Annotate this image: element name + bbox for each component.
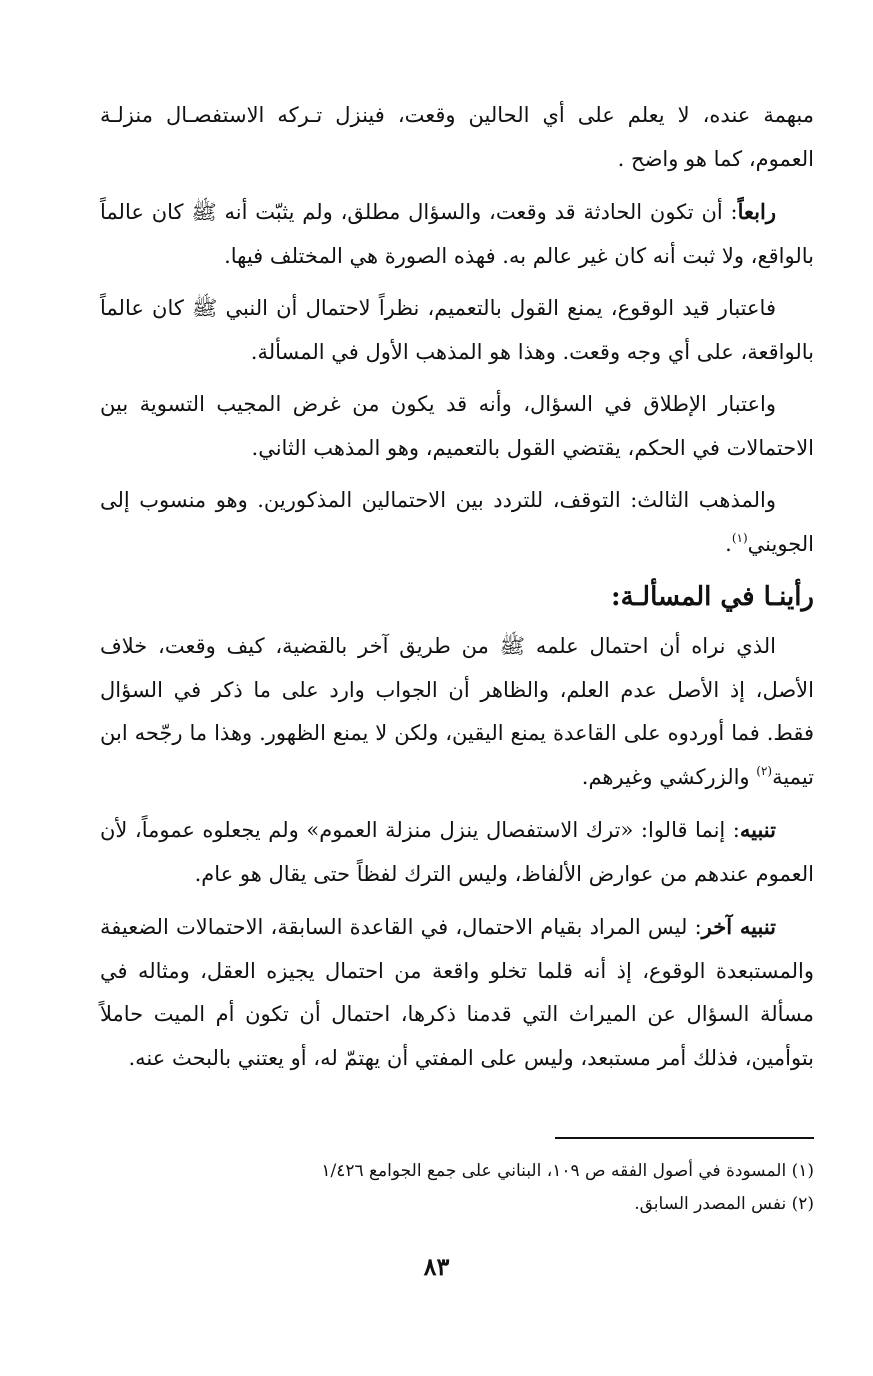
- section-heading: رأينـا في المسألـة:: [611, 582, 814, 612]
- paragraph-fourth-case: [100, 190, 814, 278]
- footnote-2: (٢) نفس المصدر السابق.: [634, 1194, 814, 1214]
- footnote-marker-2: (٢): [756, 763, 773, 778]
- main-text: [100, 94, 814, 1089]
- page-number: ٨٣: [423, 1252, 450, 1281]
- paragraph-note-2: [100, 905, 814, 1080]
- paragraph-text: : إنما قالوا: «ترك الاستفصال ينزل منزلة العموم» ولم يجعلوه عموماً، لأن العموم عندهم من عوارض الألفاظ، وليس الترك لفظاً حتى يقال هو عام.: [100, 818, 814, 886]
- paragraph-note-1: [100, 808, 814, 896]
- paragraph-text: مبهمة عنده، لا يعلم على أي الحالين وقعت، فينزل تـركه الاستفصـال منزلـة العموم، كما هو واضح .: [100, 103, 814, 171]
- paragraph-lead: تنبيه: [739, 817, 776, 842]
- paragraph-lead: تنبيه آخر: [701, 914, 777, 939]
- paragraph-tail: والزركشي وغيرهم.: [581, 764, 757, 789]
- paragraph-second-opinion: [100, 383, 814, 470]
- paragraph-third-opinion: [100, 479, 814, 566]
- paragraph-text: الذي نراه أن احتمال علمه ﷺ من طريق آخر بالقضية، كيف وقعت، خلاف الأصل، إذ الأصل عدم العلم، والظاهر أن الجواب وارد على ما ذكر في السؤال فقط. فما أوردوه على القاعدة يمنع اليقين، ولكن لا يمنع الظهور. وهذا ما رجّحه ابن تيمية: [100, 634, 814, 789]
- paragraph-lead: رابعاً: [737, 199, 776, 224]
- paragraph-1: [100, 94, 814, 181]
- paragraph-text: واعتبار الإطلاق في السؤال، وأنه قد يكون من غرض المجيب التسوية بين الاحتمالات في الحكم، يقتضي القول بالتعميم، وهو المذهب الثاني.: [100, 392, 814, 460]
- footnote-divider: [555, 1137, 814, 1139]
- paragraph-text: : أن تكون الحادثة قد وقعت، والسؤال مطلق، ولم يثبّت أنه ﷺ كان عالماً بالواقع، ولا ثبت أنه كان غير عالم به. فهذه الصورة هي المختلف فيها.: [100, 200, 814, 268]
- paragraph-our-view: [100, 625, 814, 799]
- paragraph-text: فاعتبار قيد الوقوع، يمنع القول بالتعميم، نظراً لاحتمال أن النبي ﷺ كان عالماً بالواقعة، على أي وجه وقعت. وهذا هو المذهب الأول في المسألة.: [100, 296, 814, 364]
- paragraph-tail: .: [725, 531, 732, 556]
- paragraph-first-opinion: [100, 287, 814, 374]
- paragraph-text: والمذهب الثالث: التوقف، للتردد بين الاحتمالين المذكورين. وهو منسوب إلى الجويني: [100, 488, 814, 556]
- footnotes: [100, 1155, 814, 1221]
- footnote-marker-1: (١): [731, 530, 748, 545]
- footnote-1: (١) المسودة في أصول الفقه ص ١٠٩، البناني على جمع الجوامع ١/٤٢٦: [321, 1161, 814, 1181]
- paragraph-text: : ليس المراد بقيام الاحتمال، في القاعدة السابقة، الاحتمالات الضعيفة والمستبعدة الوقوع، إذ أنه قلما تخلو واقعة من احتمال يجيزه العقل، ومثاله في مسألة السؤال عن الميراث التي قدمنا ذكرها، احتمال أن تكون أم الميت حاملاً بتوأمين، فذلك أمر مستبعد، وليس على المفتي أن يهتمّ له، أو يعتني بالبحث عنه.: [100, 915, 814, 1070]
